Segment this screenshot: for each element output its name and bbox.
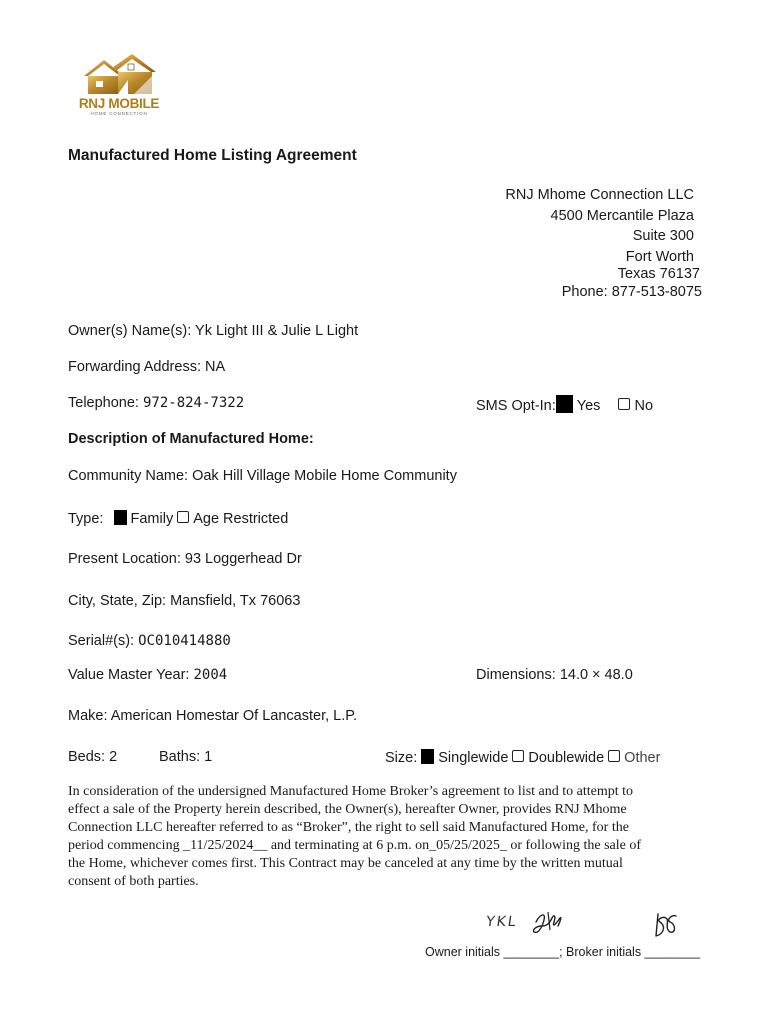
initials-line: Owner initials ________; Broker initials ________	[425, 945, 701, 959]
serial-value: OC010414880	[138, 633, 231, 649]
home-description-heading: Description of Manufactured Home:	[68, 431, 314, 447]
baths-label: Baths:	[159, 749, 201, 765]
company-logo	[76, 54, 166, 120]
city-value: Mansfield, Tx 76063	[170, 593, 301, 609]
telephone-field	[68, 395, 244, 411]
location-value: 93 Loggerhead Dr	[184, 551, 302, 567]
size-other-label: Other	[624, 750, 661, 766]
serial-field	[68, 633, 231, 649]
type-label: Type:	[68, 511, 104, 527]
dimensions-field	[476, 667, 633, 683]
value-master-year-field	[68, 667, 227, 683]
make-label: Make:	[68, 708, 108, 724]
size-singlewide-checkbox[interactable]	[421, 749, 434, 764]
broker-signature-icon	[650, 910, 680, 940]
community-value: Oak Hill Village Mobile Home Community	[192, 468, 457, 484]
owner-names-label: Owner(s) Name(s):	[68, 323, 192, 339]
address-line: Phone: 877-513-8075	[561, 284, 702, 300]
address-line: 4500 Mercantile Plaza	[550, 207, 694, 224]
size-field	[385, 749, 660, 766]
year-value: 2004	[193, 667, 228, 683]
broker-address-block	[505, 187, 702, 302]
agreement-paragraph	[68, 783, 698, 891]
home-type-field	[68, 510, 288, 527]
agreement-line: period commencing _11/25/2024__ and terminating at 6 p.m. on_05/25/2025_ or following the sale of	[68, 838, 641, 853]
present-location-field	[68, 551, 302, 567]
dimensions-value: 14.0 × 48.0	[559, 667, 633, 683]
forwarding-address-field	[68, 359, 225, 375]
make-value: American Homestar Of Lancaster, L.P.	[110, 708, 358, 724]
telephone-label: Telephone:	[68, 395, 139, 411]
owner-names-field	[68, 323, 358, 339]
dimensions-label: Dimensions:	[476, 667, 556, 683]
address-line: Suite 300	[632, 228, 694, 244]
year-label: Value Master Year:	[68, 667, 190, 683]
sms-no-checkbox[interactable]	[618, 398, 630, 410]
community-label: Community Name:	[68, 468, 189, 484]
beds-value: 2	[109, 749, 118, 765]
make-field	[68, 708, 357, 724]
document-title: Manufactured Home Listing Agreement	[68, 147, 357, 164]
community-field	[68, 468, 457, 484]
sms-yes-label: Yes	[576, 398, 601, 414]
agreement-line: effect a sale of the Property herein described, the Owner(s), hereafter Owner, provides RNJ Mhome	[68, 802, 627, 817]
owner-signature-icon	[530, 908, 566, 938]
agreement-line: consent of both parties.	[68, 874, 199, 889]
sms-opt-in-field	[476, 395, 653, 414]
baths-value: 1	[204, 749, 213, 765]
city-state-zip-field	[68, 593, 300, 609]
sms-label: SMS Opt-In:	[476, 398, 556, 414]
agreement-line: In consideration of the undersigned Manufactured Home Broker’s agreement to list and to attempt to	[68, 784, 634, 799]
type-family-checkbox[interactable]	[114, 510, 127, 525]
type-age-restricted-label: Age Restricted	[193, 511, 289, 527]
owner-handwritten-initials: YKL	[484, 914, 519, 930]
size-singlewide-label: Singlewide	[438, 750, 509, 766]
forwarding-value: NA	[205, 359, 226, 375]
telephone-value: 972-824-7322	[142, 395, 245, 411]
logo-brand-text: RNJ MOBILE	[78, 96, 160, 111]
address-line: Texas 76137	[617, 266, 700, 282]
sms-yes-checkbox[interactable]	[556, 395, 573, 413]
size-doublewide-label: Doublewide	[528, 750, 605, 766]
forwarding-label: Forwarding Address:	[68, 359, 201, 375]
city-label: City, State, Zip:	[68, 593, 167, 609]
size-label: Size:	[385, 750, 418, 766]
baths-field	[159, 749, 212, 765]
sms-no-label: No	[634, 398, 654, 414]
house-logo-icon	[76, 54, 162, 98]
beds-label: Beds:	[68, 749, 106, 765]
type-age-restricted-checkbox[interactable]	[177, 511, 189, 523]
size-other-checkbox[interactable]	[608, 750, 620, 762]
logo-subtitle: HOME CONNECTION	[90, 111, 148, 116]
agreement-line: the Home, whichever comes first. This Contract may be canceled at any time by the written mutual	[68, 856, 623, 871]
type-family-label: Family	[130, 511, 174, 527]
agreement-line: Connection LLC hereafter referred to as “Broker”, the right to sell said Manufactured Home, for the	[68, 820, 629, 835]
serial-label: Serial#(s):	[68, 633, 135, 649]
address-line: RNJ Mhome Connection LLC	[505, 187, 694, 203]
location-label: Present Location:	[68, 551, 181, 567]
owner-names-value: Yk Light III & Julie L Light	[195, 323, 359, 339]
beds-field	[68, 749, 117, 765]
size-doublewide-checkbox[interactable]	[512, 750, 524, 762]
address-line: Fort Worth	[625, 248, 694, 265]
